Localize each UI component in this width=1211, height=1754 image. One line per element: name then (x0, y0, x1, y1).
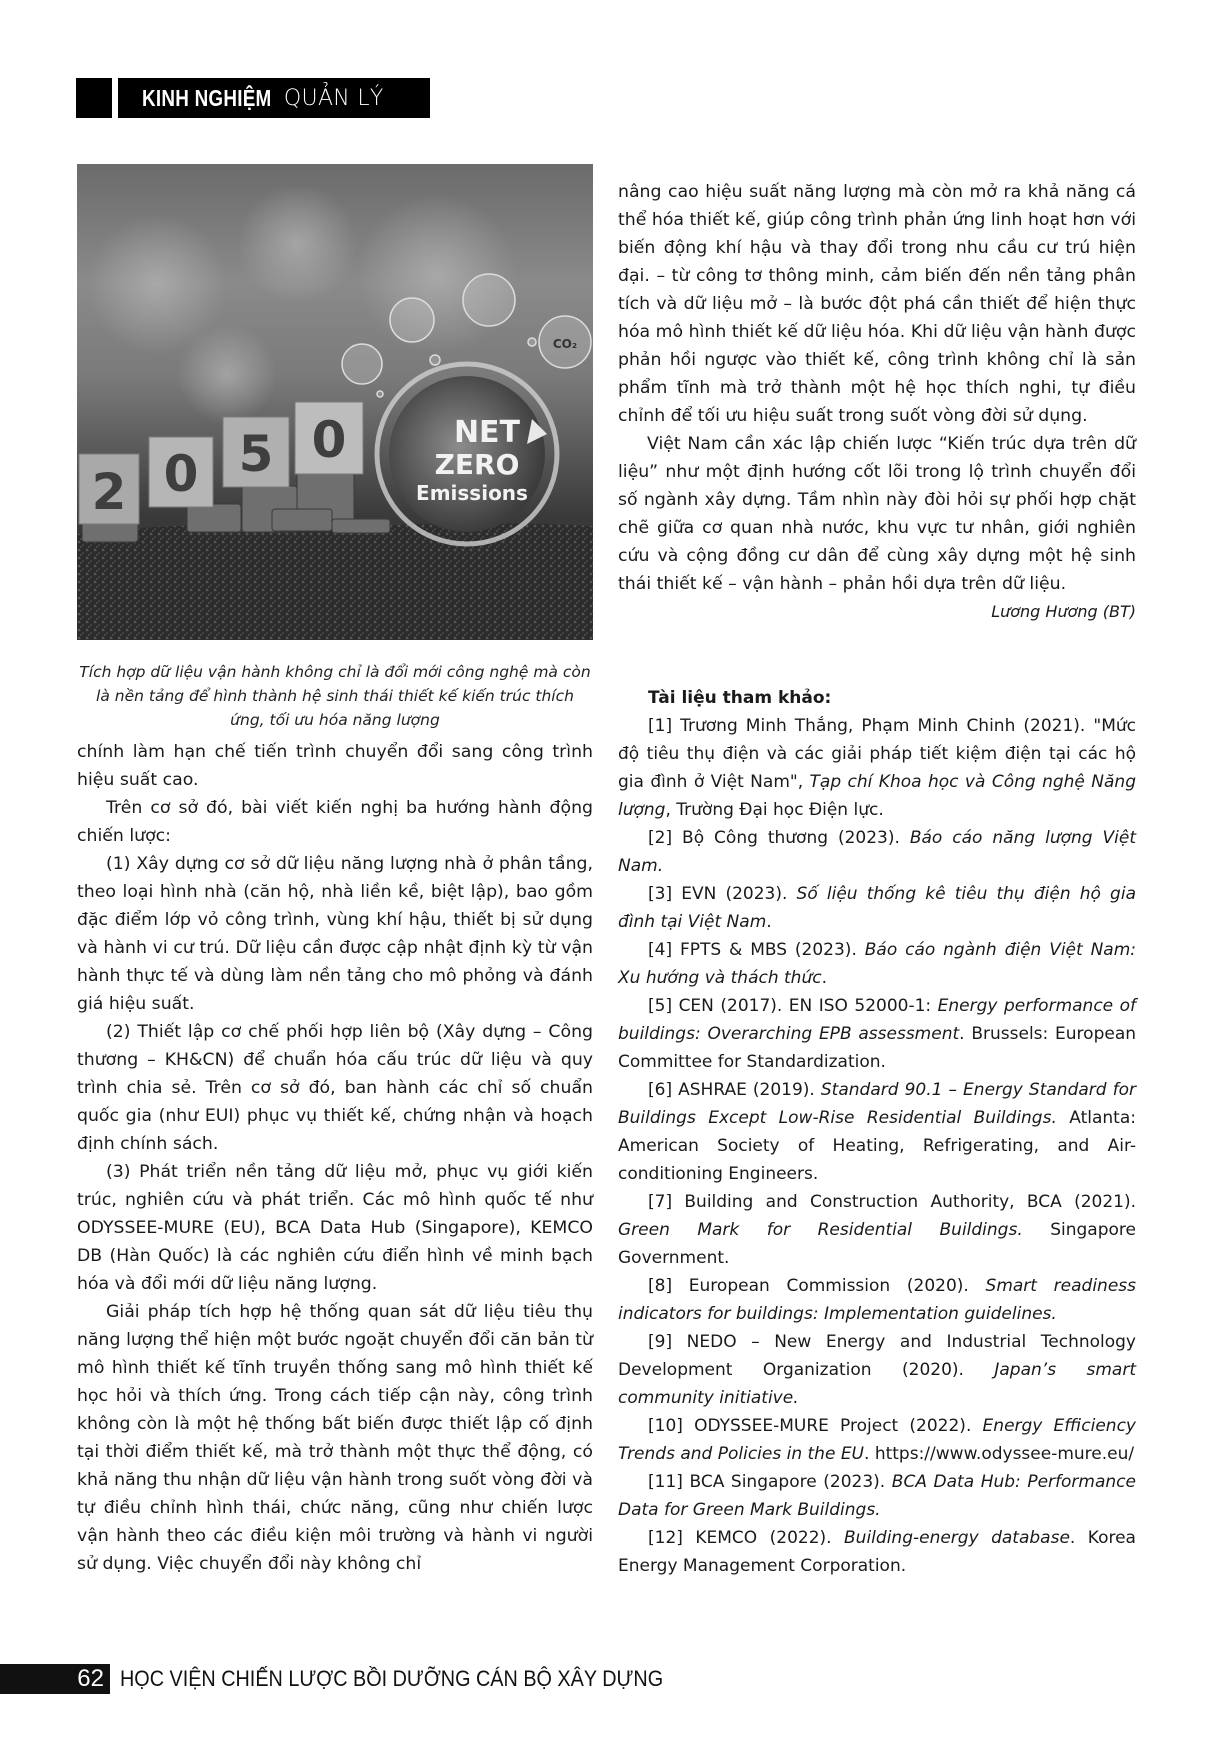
reference-item (618, 1328, 1136, 1412)
paragraph: Việt Nam cần xác lập chiến lược “Kiến trúc dựa trên dữ liệu” như một định hướng cốt lõi trong lộ trình chuyển đổi số ngành xây dựng. Tầm nhìn này đòi hỏi sự phối hợp chặt chẽ giữa cơ quan nhà nước, khu vực tư nhân, giới nghiên cứu và cộng đồng cư dân để cùng xây dựng một hệ sinh thái thiết kế – vận hành – phản hồi dựa trên dữ liệu. (618, 434, 1136, 594)
reference-text: , Trường Đại học Điện lực. (665, 800, 884, 820)
reference-item (618, 824, 1136, 880)
reference-text: [2] Bộ Công thương (2023). (648, 828, 910, 848)
section-title-light: QUẢN LÝ (283, 85, 384, 111)
bokeh-light (177, 324, 277, 424)
paragraph: nâng cao hiệu suất năng lượng mà còn mở ra khả năng cá thể hóa thiết kế, giúp công trình phản ứng linh hoạt hơn với biến động khí hậu và thay đổi trong nhu cầu cư trú hiện đại. – từ công tơ thông minh, cảm biến đến nền tảng phân tích và dữ liệu mở – là bước đột phá cần thiết để hiện thực hóa mô hình thiết kế dữ liệu hóa. Khi dữ liệu vận hành được phản hồi ngược vào thiết kế, công trình không chỉ là sản phẩm tĩnh mà trở thành một hệ học thích nghi, tự điều chỉnh để tối ưu hiệu suất trong suốt vòng đời sử dụng. (618, 182, 1136, 426)
reference-item (618, 1468, 1136, 1524)
reference-text: . (766, 912, 772, 932)
references-section (618, 684, 1136, 1580)
reference-text: . https://www.odyssee-mure.eu/ (864, 1444, 1135, 1464)
reference-title: Building-energy database (844, 1528, 1070, 1548)
reference-item (618, 880, 1136, 936)
reference-item (618, 936, 1136, 992)
paragraph: (2) Thiết lập cơ chế phối hợp liên bộ (Xây dựng – Công thương – KH&CN) để chuẩn hóa cấu trúc dữ liệu và quy trình chia sẻ. Trên cơ sở đó, ban hành các chỉ số chuẩn quốc gia (như EUI) phục vụ thiết kế, chứng nhận và hoạch định chính sách. (77, 1022, 593, 1154)
reference-title: Tạp chí Khoa học và Công nghệ Năng lượng (618, 772, 1136, 820)
digit-text: 0 (163, 445, 199, 503)
reference-title: Energy performance of buildings: Overarching EPB assessment (618, 996, 1136, 1044)
reference-text: Singapore Government. (618, 1220, 1136, 1268)
reference-title: Báo cáo năng lượng Việt Nam. (618, 828, 1136, 876)
co2-label: CO₂ (552, 337, 578, 351)
badge-zero: ZERO (434, 448, 520, 481)
reference-title: Standard 90.1 – Energy Standard for Buildings Except Low-Rise Residential Buildings. (618, 1080, 1136, 1128)
paragraph: Giải pháp tích hợp hệ thống quan sát dữ liệu tiêu thụ năng lượng thể hiện một bước ngoặt chuyển đổi căn bản từ mô hình thiết kế tĩnh truyền thống sang mô hình thiết kế học hỏi và thích ứng. Trong cách tiếp cận này, công trình không còn là một hệ thống bất biến được thiết lập cố định tại thời điểm thiết kế, mà trở thành một thực thể động, có khả năng thu nhận dữ liệu vận hành trong suốt vòng đời và tự điều chỉnh hình thái, chức năng, cũng như chiến lược vận hành theo các điều kiện môi trường và hành vi người sử dụng. Việc chuyển đổi này không chỉ (77, 1302, 593, 1574)
paragraph: chính làm hạn chế tiến trình chuyển đổi sang công trình hiệu suất cao. (77, 742, 593, 790)
page-footer (0, 1664, 723, 1694)
reference-item (618, 1412, 1136, 1468)
net-zero-illustration (77, 164, 593, 640)
reference-text: . Korea Energy Management Corporation. (618, 1528, 1136, 1576)
paragraph: (3) Phát triển nền tảng dữ liệu mở, phục vụ giới kiến trúc, nghiên cứu và phát triển. Các mô hình quốc tế như ODYSSEE-MURE (EU), BCA Data Hub (Singapore), KEMCO DB (Hàn Quốc) là các nghiên cứu điển hình về minh bạch hóa và đổi mới dữ liệu năng lượng. (77, 1162, 593, 1294)
references-heading: Tài liệu tham khảo: (648, 688, 832, 708)
reference-item (618, 1076, 1136, 1188)
reference-text: Atlanta: American Society of Heating, Refrigerating, and Air-conditioning Engineers. (618, 1108, 1136, 1184)
badge-emissions: Emissions (416, 481, 528, 505)
section-title (118, 78, 430, 118)
photo-caption: Tích hợp dữ liệu vận hành không chỉ là đổi mới công nghệ mà còn là nền tảng để hình thành hệ sinh thái thiết kế kiến trúc thích ứng, tối ưu hóa năng lượng (79, 663, 591, 729)
solar-panel-icon (342, 344, 382, 384)
paragraph: (1) Xây dựng cơ sở dữ liệu năng lượng nhà ở phân tầng, theo loại hình nhà (căn hộ, nhà liền kề, biệt lập), bao gồm đặc điểm lớp vỏ công trình, vùng khí hậu, thiết bị sử dụng và hành vi cư trú. Dữ liệu cần được cập nhật định kỳ từ vận hành thực tế và dùng làm nền tảng cho mô phỏng và đánh giá hiệu suất. (77, 854, 593, 1014)
reference-title: Số liệu thống kê tiêu thụ điện hộ gia đình tại Việt Nam (618, 884, 1136, 932)
reference-title: Japan’s smart community initiative. (618, 1360, 1136, 1408)
reference-item (618, 712, 1136, 824)
reference-text: [8] European Commission (2020). (648, 1276, 986, 1296)
reference-title: Green Mark for Residential Buildings. (618, 1220, 1023, 1240)
digit-text: 5 (238, 425, 274, 483)
reference-title: Báo cáo ngành điện Việt Nam: Xu hướng và thách thức (618, 940, 1136, 988)
reference-item (618, 992, 1136, 1076)
bokeh-light (237, 184, 357, 304)
left-column (77, 738, 593, 1578)
reference-text: [5] CEN (2017). EN ISO 52000-1: (648, 996, 938, 1016)
reference-text: [10] ODYSSEE-MURE Project (2022). (648, 1416, 983, 1436)
reference-text: [11] BCA Singapore (2023). (648, 1472, 892, 1492)
section-title-bold: KINH NGHIỆM (142, 84, 272, 111)
reference-text: [4] FPTS & MBS (2023). (648, 940, 865, 960)
soil-ground (77, 523, 593, 640)
header-block-decoration (76, 78, 112, 118)
reference-list (618, 712, 1136, 1580)
plant-hand-icon (463, 274, 515, 326)
reference-text: . (821, 968, 827, 988)
reference-text: [6] ASHRAE (2019). (648, 1080, 821, 1100)
article-photo (77, 164, 593, 640)
reference-title: Smart readiness indicators for buildings: Implementation guidelines. (618, 1276, 1136, 1324)
reference-text: [12] KEMCO (2022). (648, 1528, 845, 1548)
reference-title: BCA Data Hub: Performance Data for Green Mark Buildings. (618, 1472, 1136, 1520)
page-number: 62 (0, 1664, 110, 1694)
digit-text: 0 (311, 411, 347, 469)
reference-item (618, 1188, 1136, 1272)
paragraph: Trên cơ sở đó, bài viết kiến nghị ba hướng hành động chiến lược: (77, 798, 593, 846)
reference-item (618, 1524, 1136, 1580)
right-column (618, 178, 1136, 626)
section-header (76, 78, 430, 118)
wind-turbine-icon (390, 298, 434, 342)
reference-text: [7] Building and Construction Authority, BCA (2021). (648, 1192, 1136, 1212)
publication-name: HỌC VIỆN CHIẾN LƯỢC BỒI DƯỠNG CÁN BỘ XÂY DỰNG (120, 1666, 664, 1691)
digit-text: 2 (91, 463, 127, 521)
reference-text: [1] Trương Minh Thắng, Phạm Minh Chinh (2021). "Mức độ tiêu thụ điện và các giải pháp tiết kiệm điện tại các hộ gia đình ở Việt Nam", (618, 716, 1136, 792)
reference-text: [3] EVN (2023). (648, 884, 797, 904)
reference-title: Energy Efficiency Trends and Policies in the EU (618, 1416, 1136, 1464)
badge-net: NET (453, 415, 521, 450)
reference-item (618, 1272, 1136, 1328)
author-byline: Lương Hương (BT) (991, 602, 1136, 621)
reference-text: [9] NEDO – New Energy and Industrial Technology Development Organization (2020). (618, 1332, 1136, 1380)
reference-text: . Brussels: European Committee for Standardization. (618, 1024, 1137, 1072)
net-zero-badge (377, 364, 557, 544)
